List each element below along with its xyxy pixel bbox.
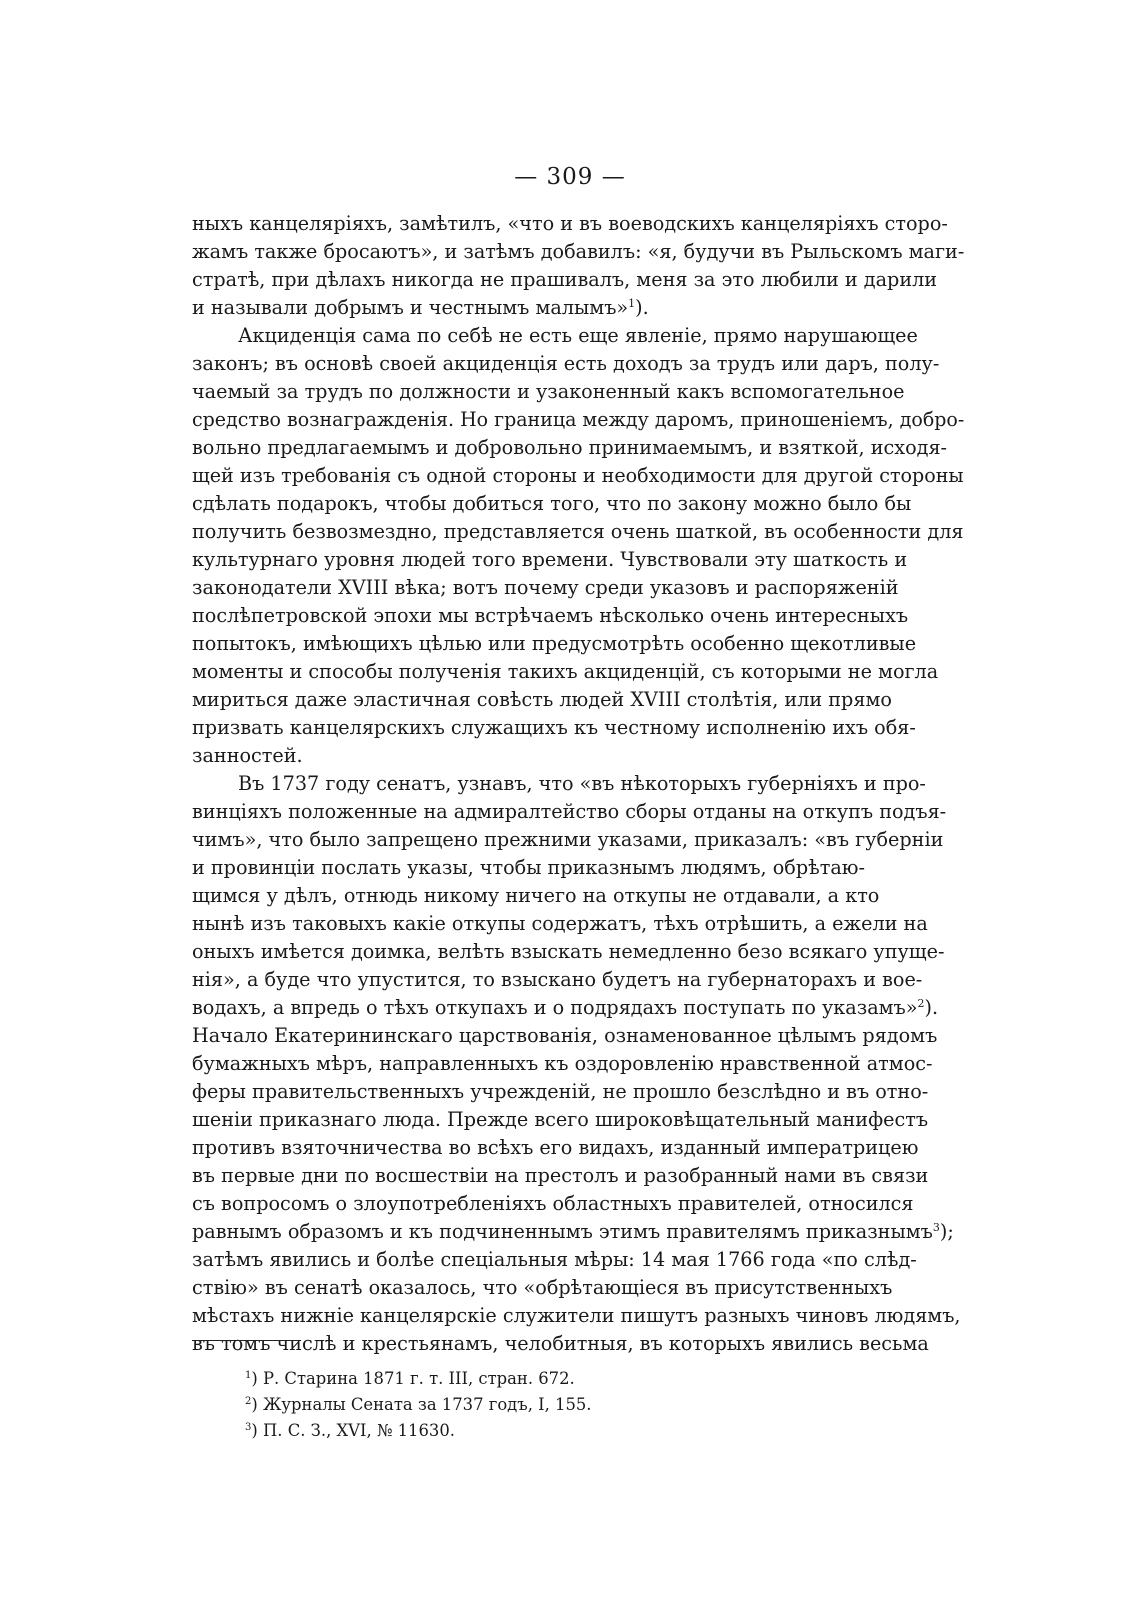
text-line: cтратѣ, при дѣлахъ никогда не прашивалъ, меня за это любили и дарили — [192, 268, 938, 291]
text-line: въ первые дни по восшествіи на престолъ и разобранный нами въ связи — [192, 1164, 929, 1187]
text-line: Въ 1737 году сенатъ, узнавъ, что «въ нѣкоторыхъ губерніяхъ и про- — [238, 772, 926, 795]
text-line: Акциденція сама по себѣ не есть еще явленіе, прямо нарушающее — [238, 324, 918, 347]
footnote-separator — [192, 1340, 298, 1341]
footnote-ref: 3 — [932, 1221, 940, 1234]
text-line: моменты и способы полученія такихъ акциденцій, съ которыми не могла — [192, 660, 939, 683]
text-line: ствію» въ сенатѣ оказалось, что «обрѣтающіеся въ присутственныхъ — [192, 1276, 893, 1299]
text-line: и провинціи послать указы, чтобы приказнымъ людямъ, обрѣтаю- — [192, 856, 865, 879]
text-line: водахъ, а впредь о тѣхъ откупахъ и о подрядахъ поступать по указамъ»$^2$). — [192, 996, 939, 1019]
text-line: культурнаго уровня людей того времени. Чувствовали эту шаткость и — [192, 548, 908, 571]
text-line: попытокъ, имѣющихъ цѣлью или предусмотрѣть особенно щекотливые — [192, 632, 917, 655]
text-line: и называли добрымъ и честнымъ малымъ»$^1$). — [192, 296, 649, 319]
text-line: занностей. — [192, 744, 303, 767]
text-line: мѣстахъ нижніе канцелярскіе служители пишутъ разныхъ чиновъ людямъ, — [192, 1304, 961, 1327]
text-line: мириться даже эластичная совѣсть людей XVIII столѣтія, или прямо — [192, 688, 892, 711]
text-line: ныхъ канцеляріяхъ, замѣтилъ, «что и въ воеводскихъ канцеляріяхъ сторо- — [192, 212, 948, 235]
text-line: средство вознагражденія. Но граница между даромъ, приношеніемъ, добро- — [192, 408, 965, 431]
footnote: $^2$) Журналы Сената за 1737 годъ, I, 155. — [245, 1395, 592, 1414]
text-line: получить безвозмездно, представляется очень шаткой, въ особенности для — [192, 520, 964, 543]
footnote: $^1$) Р. Старина 1871 г. т. III, стран. 672. — [245, 1369, 575, 1388]
footnote-ref: 2 — [917, 997, 925, 1010]
footnote-marker: 1 — [245, 1370, 252, 1381]
footnote: $^3$) П. С. З., XVI, № 11630. — [245, 1421, 455, 1440]
text-line: противъ взяточничества во всѣхъ его видахъ, изданный императрицею — [192, 1136, 919, 1159]
text-line: феры правительственныхъ учрежденій, не прошло безслѣдно и въ отно- — [192, 1080, 929, 1103]
text-line: Начало Екатерининскаго царствованія, ознаменованное цѣлымъ рядомъ — [192, 1024, 938, 1047]
footnotes — [245, 1366, 592, 1444]
text-line: вольно предлагаемымъ и добровольно принимаемымъ, и взяткой, исходя- — [192, 436, 948, 459]
text-line: сдѣлать подарокъ, чтобы добиться того, что по закону можно было бы — [192, 492, 912, 515]
text-line: послѣпетровской эпохи мы встрѣчаемъ нѣсколько очень интересныхъ — [192, 604, 909, 627]
text-line: призвать канцелярскихъ служащихъ къ честному исполненію ихъ обя- — [192, 716, 916, 739]
text-line: равнымъ образомъ и къ подчиненнымъ этимъ правителямъ приказнымъ$^3$); — [192, 1220, 954, 1243]
text-line: шеніи приказнаго люда. Прежде всего широковѣщательный манифестъ — [192, 1108, 929, 1131]
text-line: законъ; въ основѣ своей акциденція есть доходъ за трудъ или даръ, полу- — [192, 352, 940, 375]
text-line: въ томъ числѣ и крестьянамъ, челобитныя, въ которыхъ явились весьма — [192, 1332, 929, 1355]
text-line: щей изъ требованія съ одной стороны и необходимости для другой стороны — [192, 464, 964, 487]
text-line: жамъ также бросаютъ», и затѣмъ добавилъ: «я, будучи въ Рыльскомъ маги- — [192, 240, 965, 263]
text-line: оныхъ имѣется доимка, велѣть взыскать немедленно безо всякаго упуще- — [192, 940, 945, 963]
text-line: чаемый за трудъ по должности и узаконенный какъ вспомогательное — [192, 380, 905, 403]
text-line: щимся у дѣлъ, отнюдь никому ничего на откупы не отдавали, а кто — [192, 884, 880, 907]
footnote-marker: 3 — [245, 1422, 252, 1433]
text-line: нія», а буде что упустится, то взыскано будетъ на губернаторахъ и вое- — [192, 968, 923, 991]
text-line: съ вопросомъ о злоупотребленіяхъ областныхъ правителей, относился — [192, 1192, 914, 1215]
footnote-marker: 2 — [245, 1396, 252, 1407]
text-line: бумажныхъ мѣръ, направленныхъ къ оздоровленію нравственной атмос- — [192, 1052, 933, 1075]
text-line: законодатели XVIII вѣка; вотъ почему среди указовъ и распоряженій — [192, 576, 899, 599]
text-line: затѣмъ явились и болѣе спеціальныя мѣры: 14 мая 1766 года «по слѣд- — [192, 1248, 917, 1271]
text-line: чимъ», что было запрещено прежними указами, приказалъ: «въ губерніи — [192, 828, 944, 851]
text-line: винціяхъ положенные на адмиралтейство сборы отданы на откупъ подъя- — [192, 800, 947, 823]
text-line: нынѣ изъ таковыхъ какіе откупы содержатъ, тѣхъ отрѣшить, а ежели на — [192, 912, 928, 935]
page-number: — 309 — — [514, 164, 626, 190]
main-text — [192, 210, 964, 1358]
footnote-ref: 1 — [628, 297, 636, 310]
